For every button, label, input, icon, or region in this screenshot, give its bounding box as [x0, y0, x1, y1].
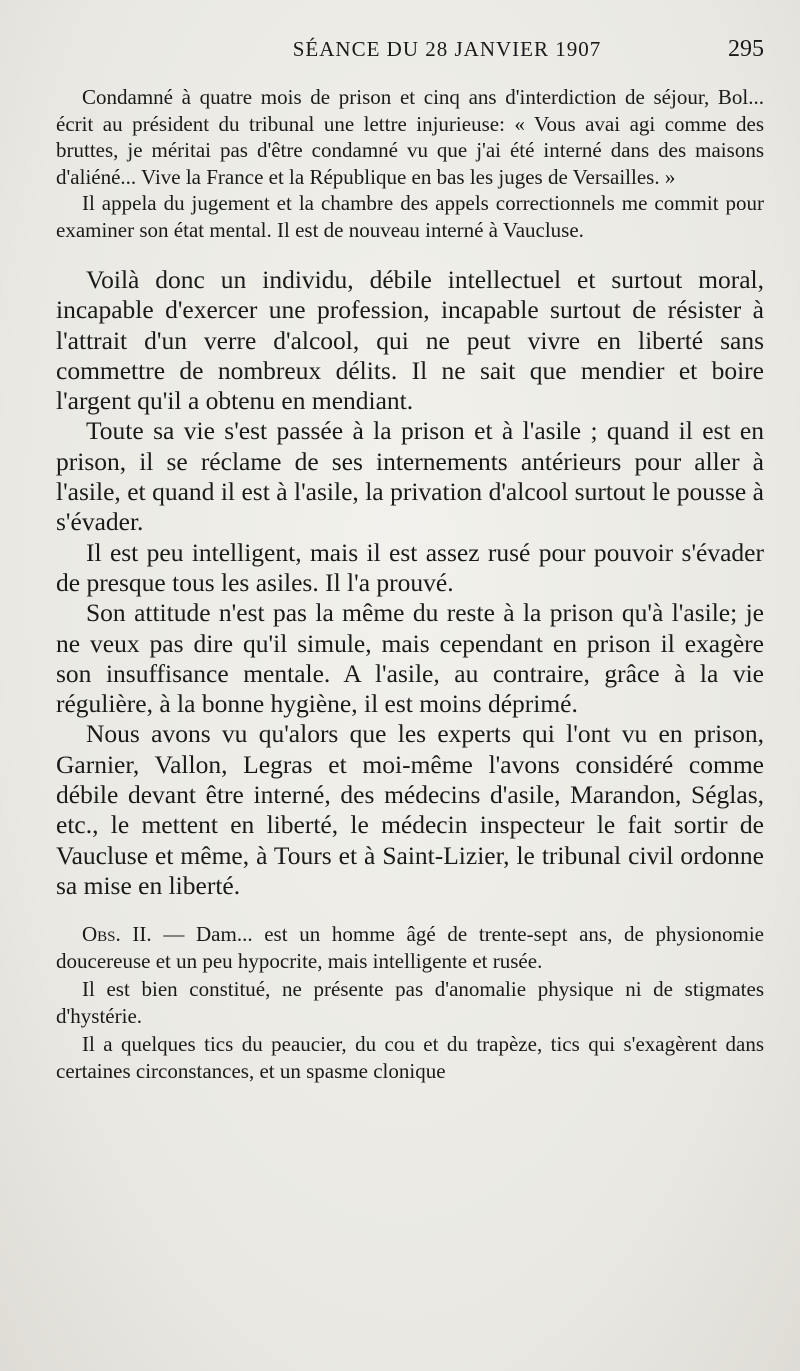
paragraph: Il a quelques tics du peaucier, du cou et du trapèze, tics qui s'exagèrent dans certaines circonstances, et un spasme clonique [56, 1032, 764, 1083]
page-number: 295 [728, 36, 764, 62]
paragraph: Il est bien constitué, ne présente pas d'anomalie physique ni de stigmates d'hystérie. [56, 977, 764, 1028]
observation-intro [56, 921, 764, 974]
quoted-case-block [56, 84, 764, 243]
paragraph: Nous avons vu qu'alors que les experts qui l'ont vu en prison, Garnier, Vallon, Legras et moi-même l'avons considéré comme débile devant être interné, des médecins d'asile, Marandon, Séglas, etc., le mettent en liberté, le médecin inspecteur le fait sortir de Vaucluse et même, à Tours et à Saint-Lizier, le tribunal civil ordonne sa mise en liberté. [56, 719, 764, 900]
paragraph: Voilà donc un individu, débile intellectuel et surtout moral, incapable d'exercer une profession, incapable surtout de résister à l'attrait d'un verre d'alcool, qui ne peut vivre en liberté sans commettre de nombreux délits. Il ne sait que mendier et boire l'argent qu'il a obtenu en mendiant. [56, 265, 764, 416]
observation-label: Obs. II. [82, 922, 152, 947]
running-title: SÉANCE DU 28 JANVIER 1907 [292, 37, 602, 61]
main-text-block [56, 265, 764, 901]
paragraph: Toute sa vie s'est passée à la prison et à l'asile ; quand il est en prison, il se réclame de ses internements antérieurs pour aller à l'asile, et quand il est à l'asile, la privation d'alcool surtout le pousse à s'évader. [56, 416, 764, 537]
paragraph: Il appela du jugement et la chambre des appels correctionnels me commit pour examiner son état mental. Il est de nouveau interné à Vaucluse. [56, 191, 764, 242]
page-header [56, 36, 764, 76]
paragraph: Il est peu intelligent, mais il est assez rusé pour pouvoir s'évader de presque tous les asiles. Il l'a prouvé. [56, 537, 764, 597]
paragraph: Son attitude n'est pas la même du reste à la prison qu'à l'asile; je ne veux pas dire qu'il simule, mais cependant en prison il exagère son insuffisance mentale. A l'asile, au contraire, grâce à la vie régulière, à la bonne hygiène, il est moins déprimé. [56, 598, 764, 719]
observation-block [56, 921, 764, 1084]
observation-text: — Dam... est un homme âgé de trente-sept ans, de physionomie doucereuse et un peu hypocrite, mais intelligente et rusée. [56, 922, 764, 973]
paragraph: Condamné à quatre mois de prison et cinq ans d'interdiction de séjour, Bol... écrit au président du tribunal une lettre injurieuse: « Vous avai agi comme des bruttes, je méritai pas d'être condamné vu que j'ai été interné dans des maisons d'aliéné... Vive la France et la République en bas les juges de Versailles. » [56, 85, 764, 189]
